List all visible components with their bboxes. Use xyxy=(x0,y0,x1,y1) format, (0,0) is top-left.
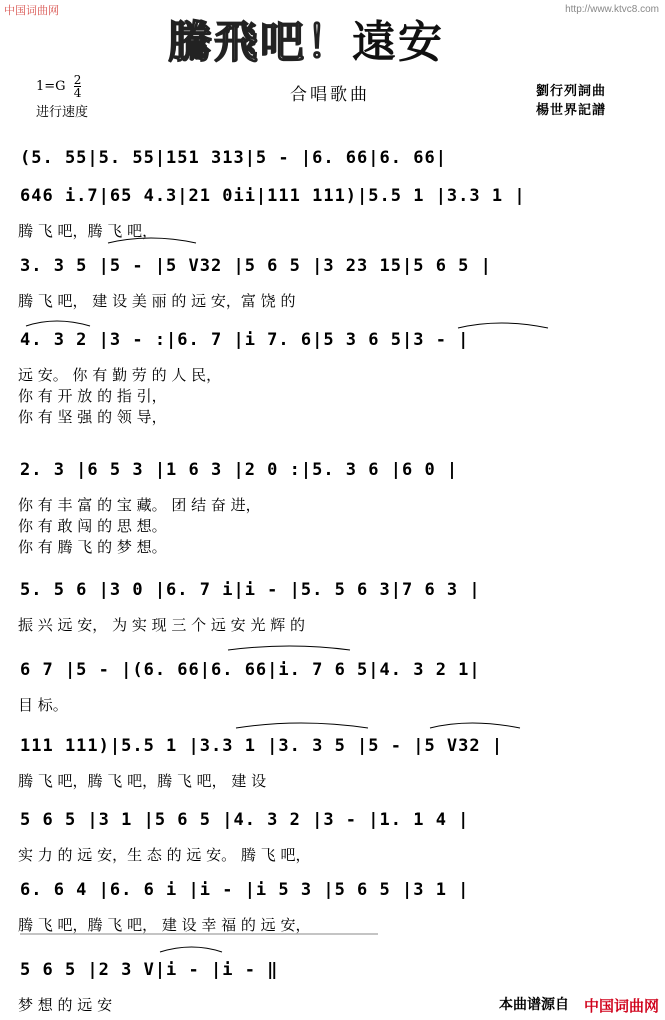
tie xyxy=(236,723,368,728)
subtitle: 合唱歌曲 xyxy=(290,85,370,105)
tie xyxy=(108,238,196,243)
lyric-line: 腾 飞 吧，腾 飞 吧， xyxy=(18,222,158,240)
lyric-line: 腾 飞 吧， 建 设 美 丽 的 远 安，富 饶 的 xyxy=(18,292,296,310)
notation-line: 5. 5 6 |3 0 |6. 7 i|i - |5. 5 6 3|7 6 3 | xyxy=(20,580,481,600)
tie xyxy=(430,723,520,728)
lyric-line: 远 安。 你 有 勤 劳 的 人 民， xyxy=(18,366,222,384)
notation-line: 6. 6 4 |6. 6 i |i - |i 5 3 |5 6 5 |3 1 | xyxy=(20,880,470,900)
footer-logo: 中国词曲网 xyxy=(583,997,659,1015)
song-title-main: 騰飛吧！ xyxy=(168,17,352,68)
notation-line: 646 i.7|65 4.3|21 0ii|111 111)|5.5 1 |3.3 1 | xyxy=(20,186,526,206)
notation-line: (5. 55|5. 55|151 313|5 - |6. 66|6. 66| xyxy=(20,148,447,168)
site-logo-top-left: 中国词曲网 xyxy=(4,4,59,17)
lyric-line: 实 力 的 远 安，生 态 的 远 安。 腾 飞 吧， xyxy=(18,846,311,864)
site-url[interactable]: http://www.ktvc8.com xyxy=(565,4,659,15)
lyric-line: 腾 飞 吧，腾 飞 吧， 建 设 幸 福 的 远 安， xyxy=(18,916,311,934)
tie xyxy=(458,323,548,328)
lyric-line: 你 有 开 放 的 指 引， xyxy=(18,387,167,405)
notation-line: 2. 3 |6 5 3 |1 6 3 |2 0 :|5. 3 6 |6 0 | xyxy=(20,460,459,480)
lyric-line: 你 有 敢 闯 的 思 想。 xyxy=(18,517,167,535)
time-bottom: 4 xyxy=(73,86,82,100)
tempo-marking: 进行速度 xyxy=(36,105,89,120)
arranger-credit: 楊世界記譜 xyxy=(536,103,607,118)
lyric-line: 你 有 腾 飞 的 梦 想。 xyxy=(18,538,167,556)
notation-line: 5 6 5 |2 3 V|i - |i - ‖ xyxy=(20,960,279,980)
notation-line: 6 7 |5 - |(6. 66|6. 66|i. 7 6 5|4. 3 2 1| xyxy=(20,660,481,680)
lyric-line: 腾 飞 吧，腾 飞 吧，腾 飞 吧， 建 设 xyxy=(18,772,267,790)
song-title-accent: 遠安 xyxy=(352,17,444,68)
notation-line: 4. 3 2 |3 - :|6. 7 |i 7. 6|5 3 6 5|3 - | xyxy=(20,330,470,350)
key-label: 1=G xyxy=(36,79,66,94)
lyric-line: 你 有 坚 强 的 领 导， xyxy=(18,408,167,426)
footer-source: 本曲谱源自 xyxy=(499,997,569,1013)
notation-line: 5 6 5 |3 1 |5 6 5 |4. 3 2 |3 - |1. 1 4 | xyxy=(20,810,470,830)
lyric-line: 振 兴 远 安， 为 实 现 三 个 远 安 光 辉 的 xyxy=(18,616,305,634)
time-top: 2 xyxy=(73,73,82,87)
tie xyxy=(160,947,222,952)
lyricist-credit: 劉行列詞曲 xyxy=(536,84,607,99)
lyric-line: 梦 想 的 远 安 xyxy=(18,996,113,1014)
notation-line: 111 111)|5.5 1 |3.3 1 |3. 3 5 |5 - |5 V32 | xyxy=(20,736,504,756)
tie xyxy=(228,646,350,650)
lyric-line: 目 标。 xyxy=(18,696,68,714)
tie xyxy=(26,321,90,326)
notation-line: 3. 3 5 |5 - |5 V32 |5 6 5 |3 23 15|5 6 5 | xyxy=(20,256,492,276)
lyric-line: 你 有 丰 富 的 宝 藏。 团 结 奋 进， xyxy=(18,496,261,514)
